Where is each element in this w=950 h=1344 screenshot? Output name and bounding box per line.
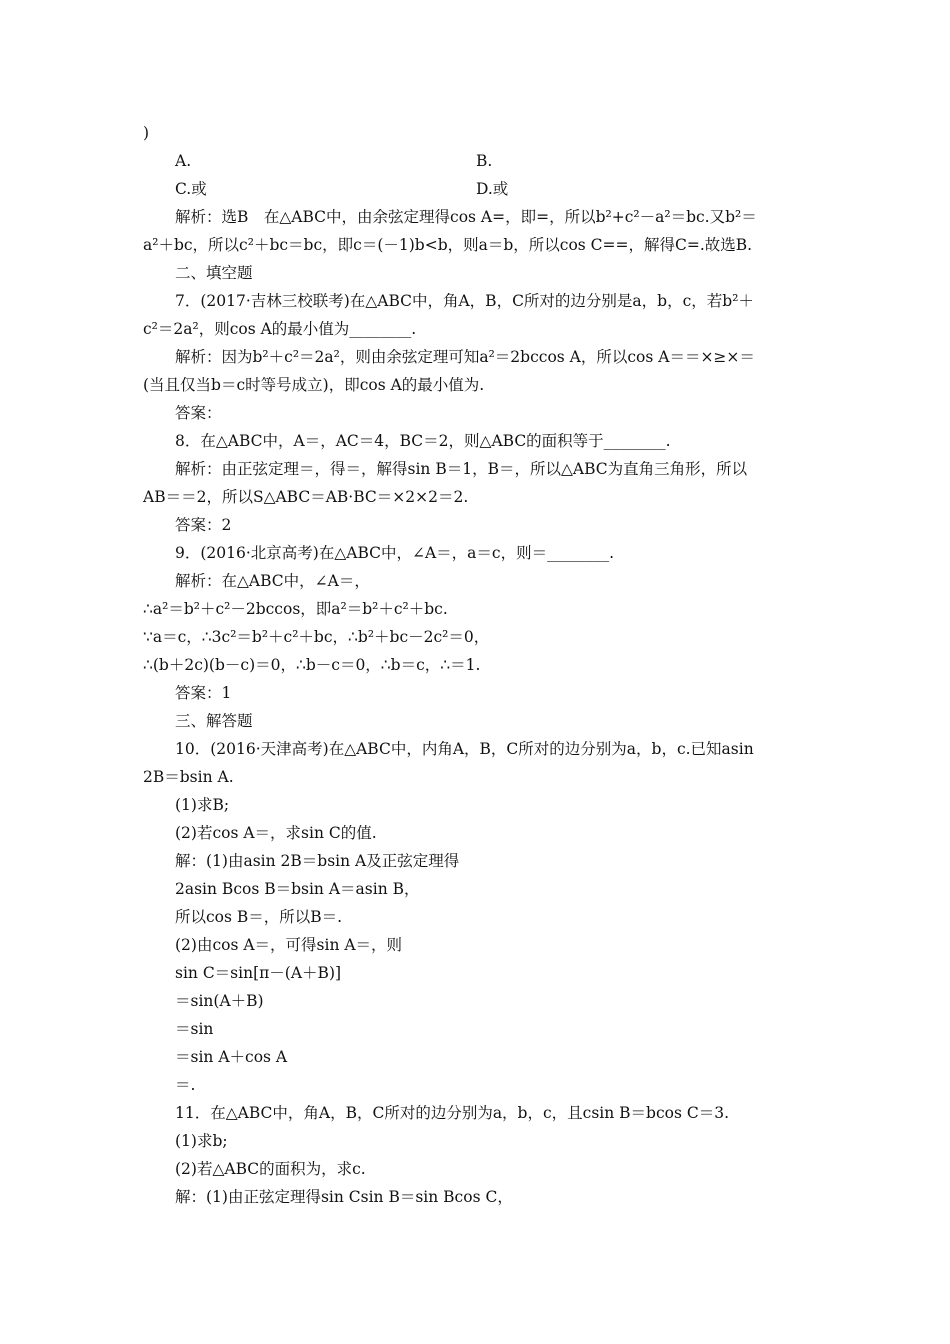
text-line: 2asin Bcos B＝bsin A＝asin B， — [175, 880, 420, 898]
text-line: (1)求b; — [175, 1132, 228, 1150]
text-line: 所以cos B＝，所以B＝. — [175, 908, 343, 926]
text-line: 11．在△ABC中，角A，B，C所对的边分别为a，b，c，且csin B＝bcos C＝3. — [175, 1104, 730, 1122]
section-heading: 三、解答题 — [175, 712, 253, 730]
text-line: 8．在△ABC中，A＝，AC＝4，BC＝2，则△ABC的面积等于________. — [175, 432, 671, 450]
text-line: AB＝＝2，所以S△ABC＝AB·BC＝×2×2＝2. — [143, 488, 469, 506]
text-line: ∵a＝c，∴3c²＝b²＋c²＋bc，∴b²＋bc－2c²＝0， — [143, 628, 490, 646]
text-line: (2)若cos A＝，求sin C的值. — [175, 824, 377, 842]
text-line: 答案： — [175, 404, 222, 422]
text-line: 10．(2016·天津高考)在△ABC中，内角A，B，C所对的边分别为a，b，c.已知asin — [175, 740, 754, 758]
text-line: 解：(1)由asin 2B＝bsin A及正弦定理得 — [175, 852, 460, 870]
text-line: 解析：选B 在△ABC中，由余弦定理得cos A=，即=，所以b²+c²－a²＝bc.又b²＝ — [175, 208, 757, 226]
text-line: 9．(2016·北京高考)在△ABC中，∠A＝，a＝c，则＝________. — [175, 544, 615, 562]
text-line: 7．(2017·吉林三校联考)在△ABC中，角A，B，C所对的边分别是a，b，c，若b²＋ — [175, 292, 754, 310]
option-c: C.或 — [175, 180, 207, 198]
text-line: (2)若△ABC的面积为，求c. — [175, 1160, 366, 1178]
option-d: D.或 — [476, 180, 509, 198]
text-line: (2)由cos A＝，可得sin A＝，则 — [175, 936, 403, 954]
text-line: ) — [143, 124, 150, 142]
text-line: ∴a²＝b²＋c²－2bccos，即a²＝b²＋c²＋bc. — [143, 600, 448, 618]
option-b: B. — [476, 152, 493, 170]
text-line: 2B＝bsin A. — [143, 768, 234, 786]
option-a: A. — [175, 152, 192, 170]
text-line: ＝sin A＋cos A — [175, 1048, 288, 1066]
text-line: 解：(1)由正弦定理得sin Csin B＝sin Bcos C， — [175, 1188, 513, 1206]
text-line: (1)求B; — [175, 796, 230, 814]
text-line: 答案：2 — [175, 516, 232, 534]
text-line: ＝. — [175, 1076, 196, 1094]
text-line: 解析：由正弦定理＝，得＝，解得sin B＝1，B＝，所以△ABC为直角三角形，所以 — [175, 460, 748, 478]
section-heading: 二、填空题 — [175, 264, 253, 282]
text-line: a²＋bc，所以c²＋bc＝bc，即c＝(－1)b<b，则a＝b，所以cos C==，解得C=.故选B. — [143, 236, 753, 254]
text-line: sin C＝sin[π－(A＋B)] — [175, 964, 342, 982]
text-line: ＝sin(A＋B) — [175, 992, 264, 1010]
text-line: ∴(b＋2c)(b－c)＝0，∴b－c＝0，∴b＝c，∴＝1. — [143, 656, 481, 674]
text-line: 解析：因为b²＋c²＝2a²，则由余弦定理可知a²＝2bccos A，所以cos A＝＝×≥×＝ — [175, 348, 755, 366]
text-line: 解析：在△ABC中，∠A＝， — [175, 572, 370, 590]
text-line: (当且仅当b＝c时等号成立)，即cos A的最小值为. — [143, 376, 485, 394]
text-line: ＝sin — [175, 1020, 214, 1038]
text-line: 答案：1 — [175, 684, 232, 702]
text-line: c²＝2a²，则cos A的最小值为________. — [143, 320, 417, 338]
